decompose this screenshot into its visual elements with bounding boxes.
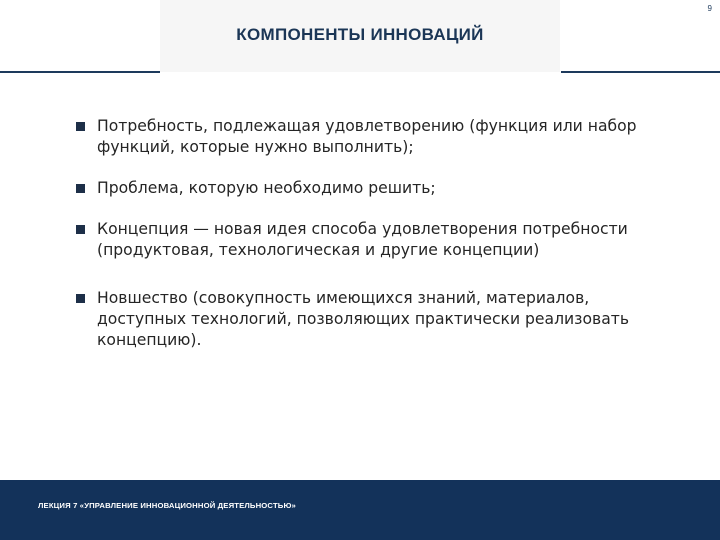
title-panel	[0, 0, 720, 72]
bullet-item-concept	[70, 219, 680, 261]
bullet-text: Потребность, подлежащая удовлетворению (функция или набор функций, которые нужно выполнить);	[97, 117, 637, 156]
bullet-item-problem	[70, 178, 680, 199]
title-divider-right	[561, 71, 720, 73]
bullet-item-novelty	[70, 288, 680, 351]
square-bullet-icon	[76, 184, 85, 193]
footer-bar	[0, 480, 720, 540]
bullet-text: Концепция — новая идея способа удовлетворения потребности (продуктовая, технологическая и другие концепции)	[97, 220, 628, 259]
square-bullet-icon	[76, 294, 85, 303]
slide-title: КОМПОНЕНТЫ ИННОВАЦИЙ	[236, 25, 484, 44]
bullet-text: Новшество (совокупность имеющихся знаний, материалов, доступных технологий, позволяющих практически реализовать концепцию).	[97, 289, 630, 349]
square-bullet-icon	[76, 122, 85, 131]
square-bullet-icon	[76, 225, 85, 234]
bullet-text: Проблема, которую необходимо решить;	[97, 179, 436, 197]
page-number: 9	[707, 4, 712, 13]
title-divider-left	[0, 71, 160, 73]
bullet-item-need	[70, 116, 680, 158]
bullet-list	[70, 116, 680, 351]
footer-lecture-title: ЛЕКЦИЯ 7 «УПРАВЛЕНИЕ ИННОВАЦИОННОЙ ДЕЯТЕЛЬНОСТЬЮ»	[38, 501, 296, 510]
